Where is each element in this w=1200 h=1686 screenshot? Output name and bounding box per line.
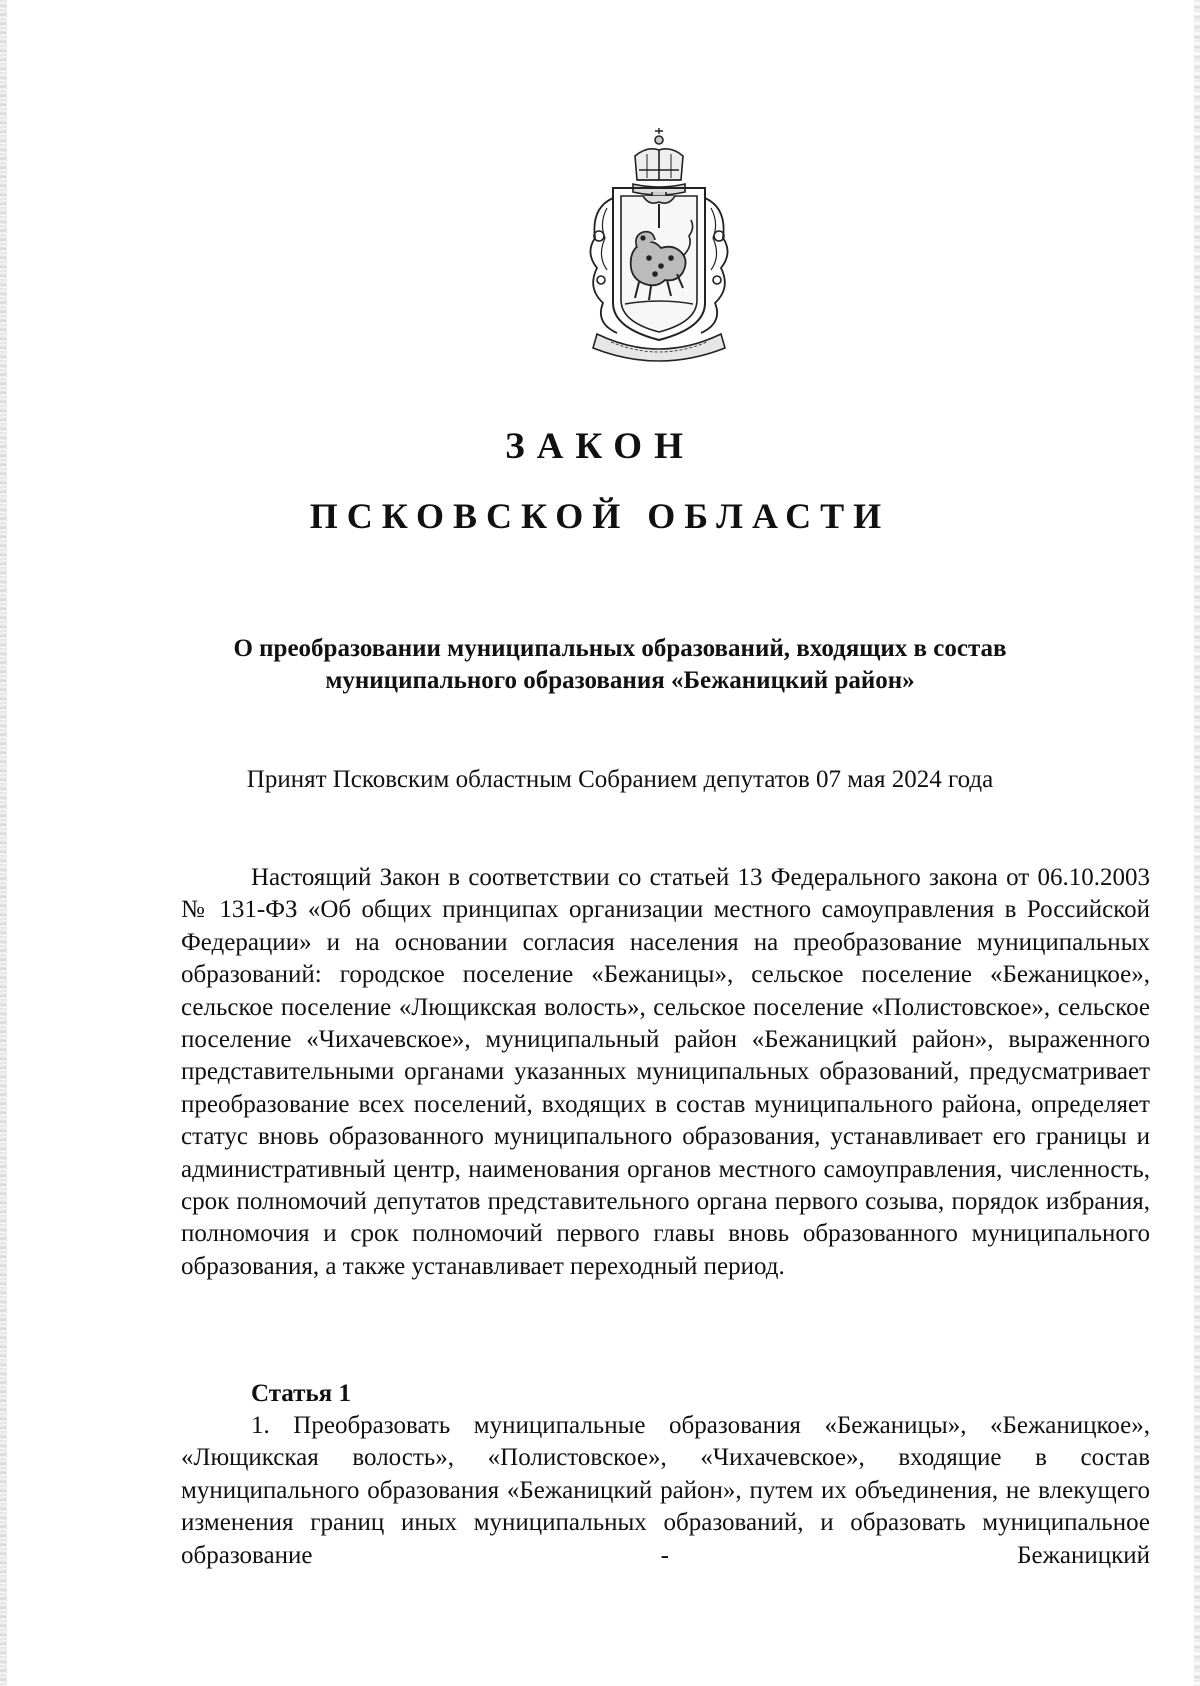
preamble-paragraph: Настоящий Закон в соответствии со статьей 13 Федерального закона от 06.10.2003 № 131-ФЗ «Об общих принципах организации местного самоуправления в Российской Федерации» и на основании согласия населения на преобразование муниципальных образований: городское поселение «Бежаницы», сельское поселение «Бежаницкое», сельское поселение «Лющикская волость», сельское поселение «Полистовское», сельское поселение «Чихачевское», муниципальный район «Бежаницкий район», выраженного представительными органами указанных муниципальных образований, предусматривает преобразование всех поселений, входящих в состав муниципального района, определяет статус вновь образованного муниципального образования, устанавливает его границы и административный центр, наименования органов местного самоуправления, численность, срок полномочий депутатов представительного органа первого созыва, порядок избрания, полномочия и срок полномочий первого главы вновь образованного муниципального образования, а также устанавливает переходный период.: [181, 864, 1150, 1280]
scan-edge-left: [0, 0, 7, 1686]
region-word: ПСКОВСКОЙ ОБЛАСТИ: [309, 496, 891, 536]
article-1-paragraph-1: 1. Преобразовать муниципальные образования «Бежаницы», «Бежаницкое», «Лющикская волость», «Полистовское», «Чихачевское», входящие в состав муниципального образования «Бежаницкий район», путем их объединения, не влекущего изменения границ иных муниципальных образований, и образовать муниципальное образование - Бежаницкий: [181, 1412, 1150, 1569]
scan-edge-right: [1194, 0, 1200, 1686]
adoption-line: Принят Псковским областным Собранием депутатов 07 мая 2024 года: [246, 766, 994, 793]
law-word: ЗАКОН: [505, 426, 695, 467]
law-title: О преобразовании муниципальных образований, входящих в состав муниципального образования «Бежаницкий район»: [233, 635, 1007, 694]
pskov-oblast-coat-of-arms-icon: [577, 128, 742, 366]
article-1-heading: Статья 1: [251, 1380, 351, 1407]
